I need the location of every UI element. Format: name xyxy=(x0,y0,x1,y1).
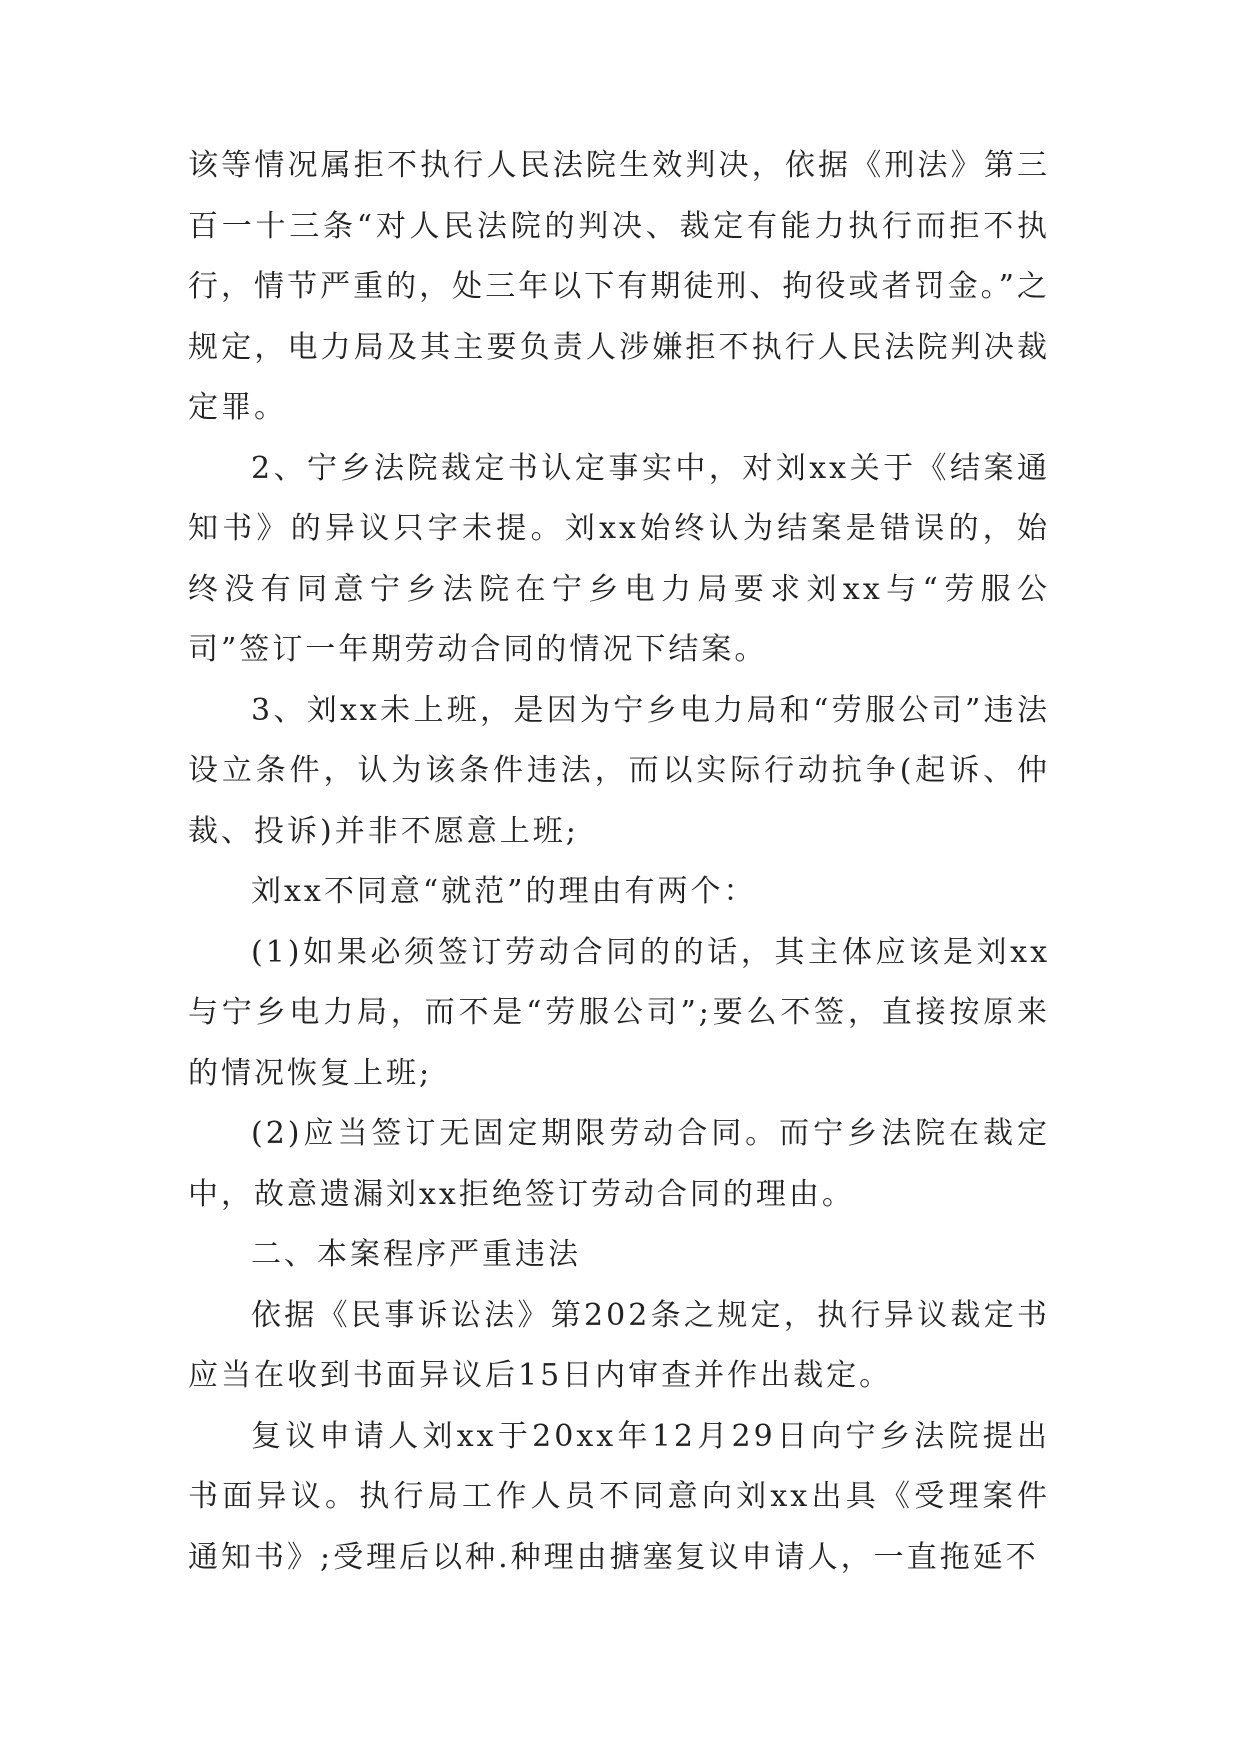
paragraph-intro: 该等情况属拒不执行人民法院生效判决，依据《刑法》第三百一十三条“对人民法院的判决、裁定有能力执行而拒不执行，情节严重的，处三年以下有期徒刑、拘役或者罚金。”之规定，电力局及其主要负责人涉嫌拒不执行人民法院判决裁定罪。 xyxy=(188,148,1050,425)
document-body xyxy=(188,136,1050,1588)
paragraph-reason-2: (2)应当签订无固定期限劳动合同。而宁乡法院在裁定中，故意遗漏刘xx拒绝签订劳动合同的理由。 xyxy=(188,1116,1050,1212)
paragraph-reasons-intro: 刘xx不同意“就范”的理由有两个： xyxy=(251,874,757,909)
paragraph-legal-basis: 依据《民事诉讼法》第202条之规定，执行异议裁定书应当在收到书面异议后15日内审查并作出裁定。 xyxy=(188,1297,1050,1393)
paragraph-application-timeline: 复议申请人刘xx于20xx年12月29日向宁乡法院提出书面异议。执行局工作人员不同意向刘xx出具《受理案件通知书》;受理后以种.种理由搪塞复议申请人，一直拖延不 xyxy=(188,1418,1050,1575)
paragraph-point-2: 2、宁乡法院裁定书认定事实中，对刘xx关于《结案通知书》的异议只字未提。刘xx始终认为结案是错误的，始终没有同意宁乡法院在宁乡电力局要求刘xx与“劳服公司”签订一年期劳动合同的情况下结案。 xyxy=(188,450,1050,667)
section-heading-procedure: 二、本案程序严重违法 xyxy=(251,1237,581,1272)
paragraph-reason-1: (1)如果必须签订劳动合同的的话，其主体应该是刘xx与宁乡电力局，而不是“劳服公司”;要么不签，直接按原来的情况恢复上班; xyxy=(188,934,1050,1091)
paragraph-point-3: 3、刘xx未上班，是因为宁乡电力局和“劳服公司”违法设立条件，认为该条件违法，而以实际行动抗争(起诉、仲裁、投诉)并非不愿意上班; xyxy=(188,692,1050,849)
